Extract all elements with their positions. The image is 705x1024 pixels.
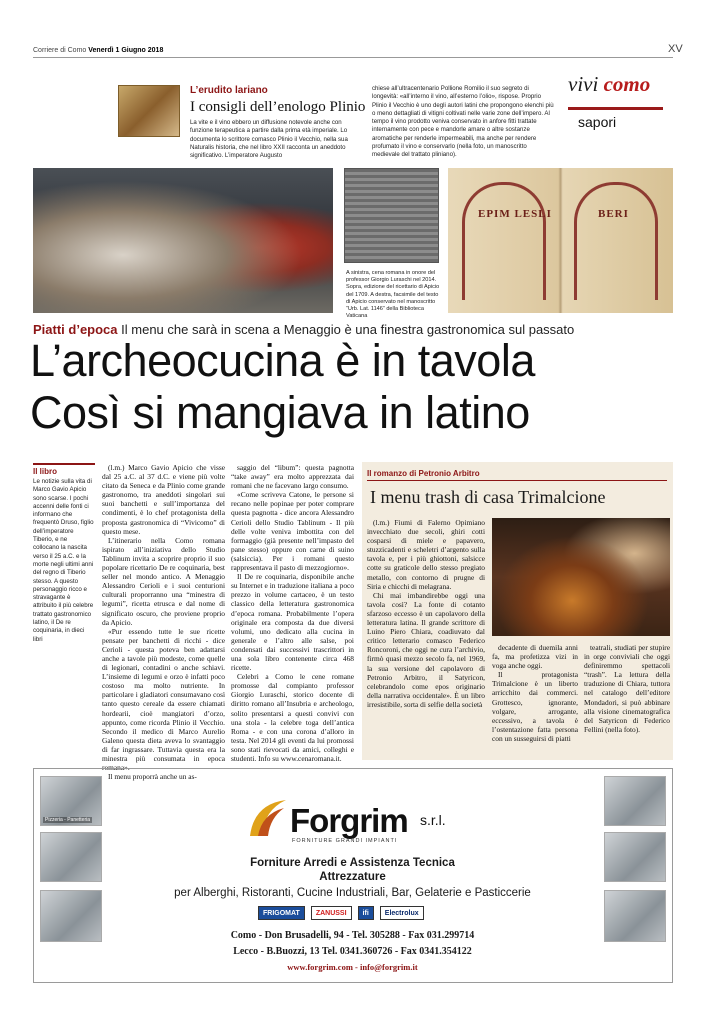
erudito-kicker: L’erudito lariano [190, 85, 268, 96]
photo-caption: A sinistra, cena romana in onore del professor Giorgio Luraschi nel 2014. Sopra, edizione del ricettario di Apicio del 1709. A destra, facsimile del testo di Apicio conservato nel manoscritto “Urb. Lat. 1146” della Biblioteca Vaticana [346, 270, 440, 320]
ad-line-3: per Alberghi, Ristoranti, Cucine Industriali, Bar, Gelaterie e Pasticcerie [174, 887, 531, 899]
article-column-1 [102, 463, 225, 781]
newspaper-name: Corriere di Como [33, 47, 87, 54]
trimalcione-column-2 [492, 643, 578, 743]
vivicomo-logo [568, 72, 674, 158]
trimalcione-title: I menu trash di casa Trimalcione [370, 487, 606, 507]
brand-logo-frigomat: FRIGOMAT [258, 906, 305, 920]
trimalcione-column-3 [584, 643, 670, 734]
trimalcione-paragraph: Chi mai imbandirebbe oggi una tavola così? La fonte di cotanto sfarzoso eccesso è un capolavoro della letteratura latina. Il grande scrittore di Luino Piero Chiara, coadiuvato dal critico letterario comasco Federico Roncoroni, che oggi ne cura l’archivio, firmò quasi mezzo secolo fa, nel 1969, la sua versione del capolavoro di Petronio Arbitro, il Satyricon, celebrandolo come epos originario della narrativa occidentale». È un libro irresistibile, sorta di selfie della società [367, 590, 485, 709]
forgrim-logo-icon [244, 796, 292, 840]
manuscript-image [118, 85, 180, 137]
brand-logo-ifi: ifi [358, 906, 374, 920]
ad-thumb-label: Pizzeria - Panetteria [45, 817, 91, 823]
ad-address-lecco: Lecco - B.Buozzi, 13 Tel. 0341.360726 - Fax 0341.354122 [233, 946, 472, 957]
codex-right-label: BERI [598, 208, 629, 220]
codex-left-label: EPIM LESLI [478, 208, 552, 220]
headline-kicker: Piatti d’epoca [33, 322, 118, 337]
codex-facsimile-photo [448, 168, 673, 313]
page-number: XV [668, 43, 683, 55]
masthead-line [33, 47, 163, 54]
article-column-2 [231, 463, 354, 763]
ad-brand-name: Forgrim [290, 802, 408, 839]
trimalcione-kicker: Il romanzo di Petronio Arbitro [367, 469, 480, 478]
headline-deck: Il menu che sarà in scena a Menaggio è una finestra gastronomica sul passato [121, 322, 575, 337]
ad-address-como: Como - Don Brusadelli, 94 - Tel. 305288 - Fax 031.299714 [230, 930, 475, 941]
ad-website-link[interactable]: www.forgrim.com - info@forgrim.it [287, 962, 418, 972]
ad-brand-suffix: s.r.l. [420, 812, 446, 828]
article-paragraph: L’itinerario nella Como romana ispirato all’iniziativa dello Studio Tablinum invita a scoprire proprio il suo popolare ricettario De re coquinaria, best seller nel mondo antico. A Menaggio Alessandro Cerioli e i suoi centurioni culturali proporranno una “minestra di legumi”, ricetta etrusca e dal nome di significato oscuro, che proviene proprio da Apicio. [102, 535, 225, 627]
libro-rule [33, 463, 95, 465]
brand-logo-zanussi: ZANUSSI [311, 906, 352, 920]
header-rule [33, 57, 673, 58]
article-paragraph: saggio del “libum”: questa pagnotta “take away” era molto apprezzata dai romani che ne facevano largo consumo. [231, 463, 354, 491]
apicio-book-photo [344, 168, 439, 263]
trimalcione-paragraph: Il protagonista Trimalcione è un liberto arricchito dai commerci. Grottesco, ignorante, volgare, arrogante, eccessivo, a tavola è l’ostentazione fatta persona con un susseguirsi di piatti [492, 670, 578, 743]
article-paragraph: (l.m.) Marco Gavio Apicio che visse dal 25 a.C. al 37 d.C. e viene più volte citato da Seneca e da Plinio come grande gastronomo, tra aneddoti singolari sui suoi banchetti e sull’importanza del condimenti, è lo chef protagonista della proposta gastronomica di “Vivicomo” di questo mese. [102, 463, 225, 536]
article-paragraph: Il De re coquinaria, disponibile anche su Internet e in traduzione italiana a poco prezzo in volume cartaceo, è un testo classico della letteratura gastronomica d’epoca romana. Probabilmente l’opera originale era composta da due diversi volumi, uno dedicato alla cucina in generale e l’altro alle salse, poi condensati dai successivi trascrittori in una sola libro contenente circa 468 ricette. [231, 572, 354, 673]
libro-title: Il libro [33, 467, 57, 476]
logo-vivi: vivi [568, 72, 599, 96]
ad-line-1: Forniture Arredi e Assistenza Tecnica [250, 857, 455, 869]
logo-como: como [603, 72, 651, 96]
ad-thumb-pastry [604, 776, 666, 826]
trimalcione-rule [367, 480, 667, 481]
erudito-text-col1: La vite e il vino ebbero un diffusione notevole anche con funzione terapeutica a partire dalla prima età imperiale. Lo documenta lo scrittore comasco Plinio il Vecchio, nella sua Naturalis historia, che nel libro XXII racconta un aneddoto significativo. L’imperatore Augusto [190, 119, 348, 160]
article-paragraph: «Come scriveva Catone, le persone si recano nelle popinae per poter comprare questa pagnotta - dice ancora Alessandro Cerioli dello Studio Tablinum - Il più delle volte veniva imbottita con del formaggio (già presente nell’impasto del pane stesso) oppure con carne di suino (salsiccia). Per i romani questo rappresentava il pasto di mezzogiorno». [231, 490, 354, 573]
headline-line2: Così si mangiava in latino [30, 387, 530, 438]
trimalcione-paragraph: (l.m.) Fiumi di Falerno Opimiano invecchiato due secoli, ghiri cotti cosparsi di miele e papavero, stuzzicadenti e scheletri d’argento sulla tavola e, per i più ghiottoni, salsicce cotte su graticole dello stesso pregiato metallo, con contorno di prugne di Siria e chicchi di melagrana. [367, 518, 485, 591]
trimalcione-paragraph: teatrali, studiati per stupire in orge conviviali che oggi definiremmo spettacoli “trash”. La lettura della traduzione di Chiara, tuttora nel catalogo dell’editore Mondadori, si può abbinare alla visione cinematografica del Satyricon di Federico Fellini (nella foto). [584, 643, 670, 734]
headline-line1: L’archeocucina è in tavola [30, 335, 535, 386]
libro-text: Le notizie sulla vita di Marco Gavio Apicio sono scarse. I pochi accenni delle fonti ci informano che frequentò Druso, figlio dell’imperatore Tiberio, e ne collocano la nascita verso il 25 a.C. e la morte negli ultimi anni del regno di Tiberio stesso. A questo personaggio ricco e stravagante è attribuito il più celebre trattato gastronomico latino, il De re coquinaria, in dieci libri [33, 478, 94, 643]
ad-brand-logos [258, 905, 424, 921]
logo-bar [568, 107, 663, 110]
ad-thumb-bakery [40, 776, 102, 826]
erudito-text-col2: chiese all’ultracentenario Pollione Romilio il suo segreto di longevità: «all’interno il vino, all’esterno l’olio», rispose. Proprio Plinio il Vecchio è uno degli autori latini che propongono elenchi più o meno dettagliati di vitigni coltivati nelle varie zone dell’impero. Al tempo il vino prodotto veniva conservato in anfore fitti trattate internamente con pece e mandorle amare o altre sostanze aromatiche per renderle impermeabili, ma anche per rendere profumato il vino e conservarlo (nella foto, un manoscritto medievale del trattato pliniano). [372, 85, 554, 159]
article-paragraph: Il menu proporrà anche un as- [108, 772, 197, 782]
roman-dinner-photo [33, 168, 333, 313]
ad-tagline: FORNITURE GRANDI IMPIANTI [292, 838, 398, 844]
article-paragraph: Celebri a Como le cene romane promosse dal compianto professor Giorgio Luraschi, storico docente di diritto romano all’Insubria e archeologo, solito presentarsi a questi convivi con una stola - la celebre toga dell’antica Roma - e con una corona d’alloro in testa. Nel 2014 gli eventi da lui promossi sono stati rievocati da amici, colleghi e studenti. Info su www.cenaromana.it. [231, 672, 354, 763]
trimalcione-paragraph: decadente di duemila anni fa, ma profetizza vizi in voga anche oggi. [492, 643, 578, 671]
article-paragraph: «Pur essendo tutte le sue ricette pensate per banchetti di ricchi - dice Cerioli - questa poteva ben adattarsi anche a tavole più modeste, come quelle di legionari, contadini o anche schiavi. L’insieme di legumi e orzo è infatti poco costoso ma molto nutriente. In particolare i gladiatori consumavano così tanto questo cereale da essere chiamati hordearii, cioè mangiatori d’orzo, appunto, come ricorda Plinio il Vecchio. Secondo il medico di Marco Aurelio Galeno questa dieta aveva lo svantaggio di far ingrassare. Tuttavia questa era la minestra più consumata in epoca romana». [102, 626, 225, 773]
satyricon-photo [492, 518, 670, 636]
trimalcione-column-1 [367, 518, 485, 709]
issue-date: Venerdì 1 Giugno 2018 [88, 47, 164, 54]
section-label: sapori [578, 114, 617, 130]
ad-line-2: Attrezzature [319, 871, 386, 883]
erudito-title: I consigli dell’enologo Plinio [190, 99, 366, 115]
brand-logo-electrolux: Electrolux [380, 906, 424, 920]
